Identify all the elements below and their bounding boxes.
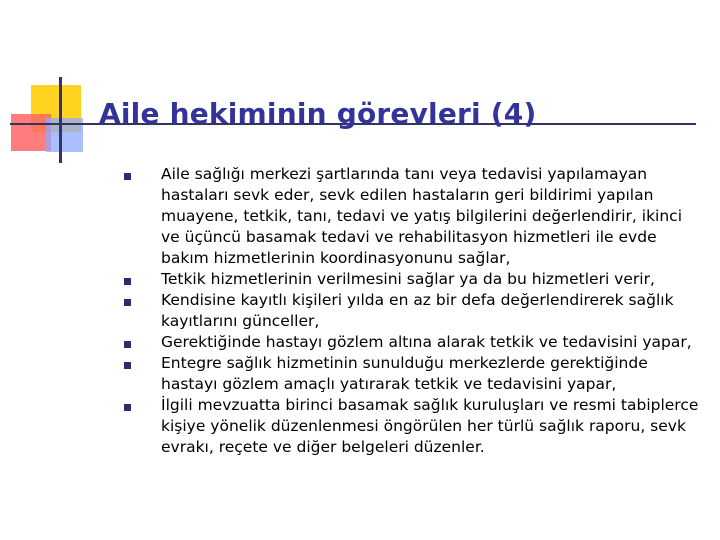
square-bullet-icon	[124, 299, 131, 306]
list-item	[124, 290, 704, 332]
square-bullet-icon	[124, 362, 131, 369]
bullet-text: İlgili mevzuatta birinci basamak sağlık kuruluşları ve resmi tabiplerce kişiye yönelik düzenlenmesi öngörülen her türlü sağlık raporu, sevk evrakı, reçete ve diğer belgeleri düzenler.	[161, 396, 699, 456]
bullet-text: Kendisine kayıtlı kişileri yılda en az bir defa değerlendirerek sağlık kayıtlarını günceller,	[161, 291, 674, 330]
square-bullet-icon	[124, 341, 131, 348]
decor-red-square	[11, 114, 51, 151]
bullet-text: Tetkik hizmetlerinin verilmesini sağlar ya da bu hizmetleri verir,	[161, 270, 655, 288]
square-bullet-icon	[124, 404, 131, 411]
list-item	[124, 332, 704, 353]
bullet-text: Aile sağlığı merkezi şartlarında tanı veya tedavisi yapılamayan hastaları sevk eder, sevk edilen hastaların geri bildirimi yapılan muayene, tetkik, tanı, tedavi ve yatış bilgilerini değerlendirir, ikinci ve üçüncü basamak tedavi ve rehabilitasyon hizmetleri ile evde bakım hizmetlerinin koordinasyonunu sağlar,	[161, 165, 683, 267]
list-item	[124, 353, 704, 395]
list-item	[124, 269, 704, 290]
list-item	[124, 395, 704, 458]
square-bullet-icon	[124, 173, 131, 180]
bullet-text: Gerektiğinde hastayı gözlem altına alarak tetkik ve tedavisini yapar,	[161, 333, 692, 351]
decor-vertical-line	[59, 77, 62, 163]
list-item	[124, 164, 704, 269]
square-bullet-icon	[124, 278, 131, 285]
bullet-text: Entegre sağlık hizmetinin sunulduğu merkezlerde gerektiğinde hastayı gözlem amaçlı yatırarak tetkik ve tedavisini yapar,	[161, 354, 648, 393]
slide-title: Aile hekiminin görevleri (4)	[99, 97, 537, 130]
bullet-list	[124, 164, 704, 458]
